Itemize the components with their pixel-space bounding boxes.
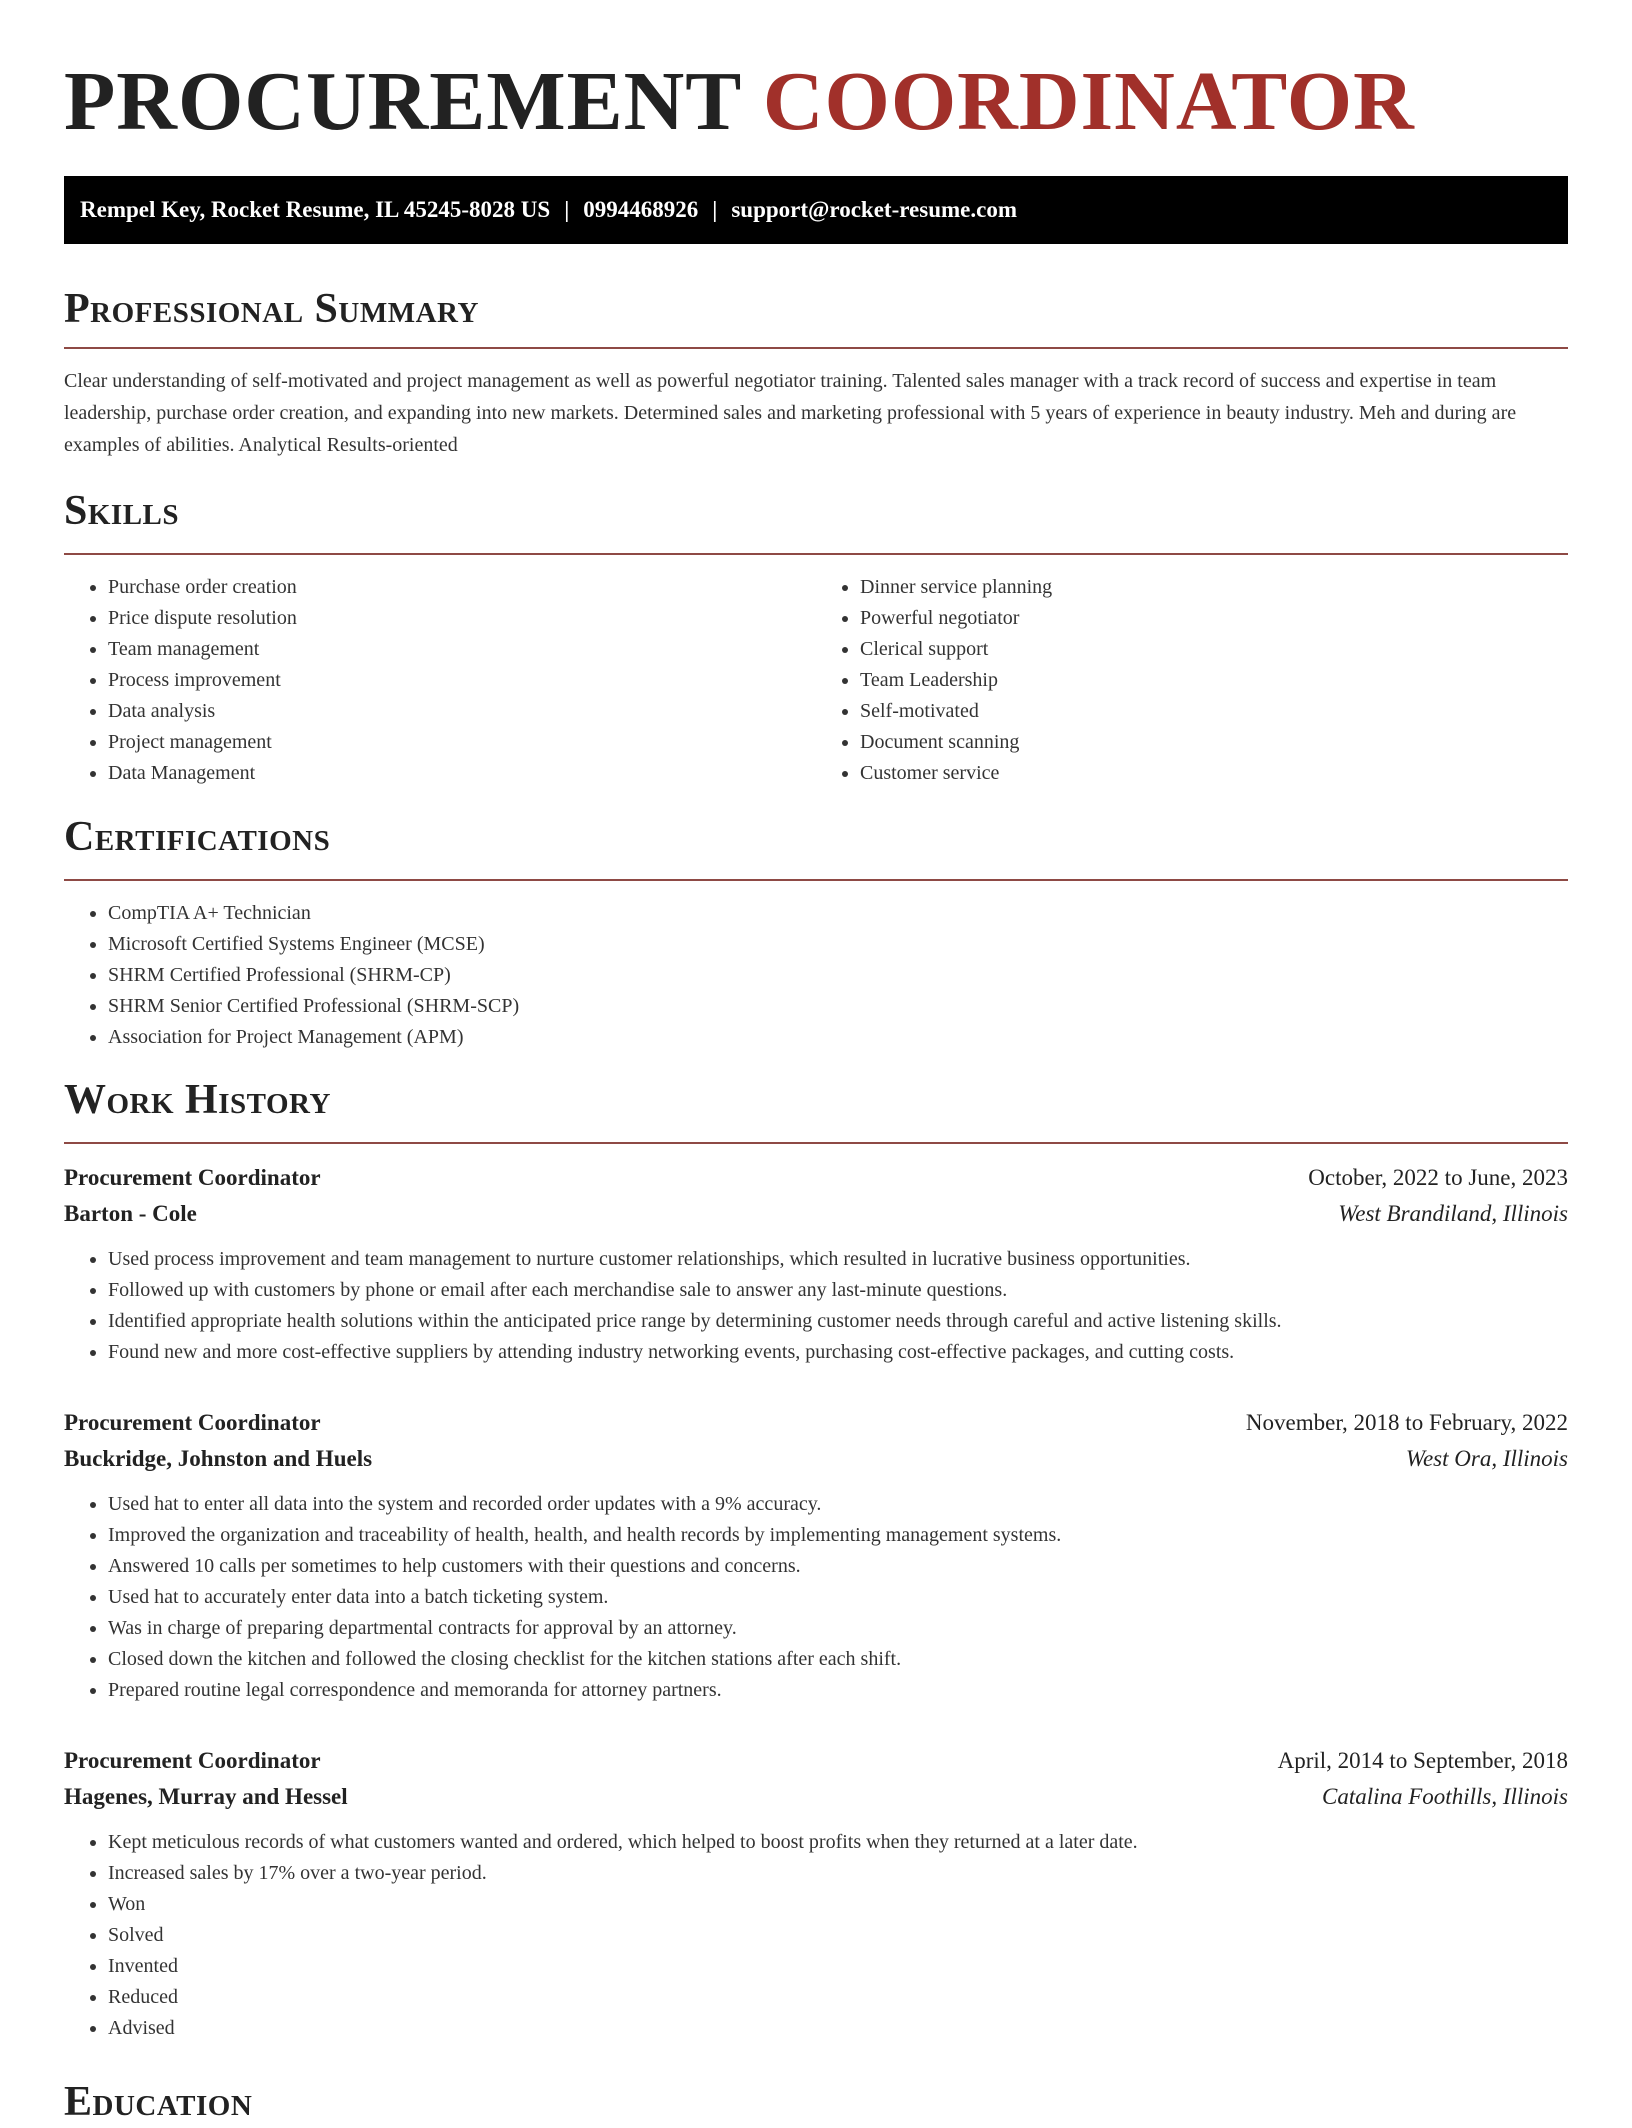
job-company: Barton - Cole bbox=[64, 1201, 197, 1226]
section-divider bbox=[64, 879, 1568, 881]
work-section bbox=[64, 1074, 1568, 2044]
list-item: • Answered 10 calls per sometimes to help customers with their questions and concerns. bbox=[108, 1551, 1568, 1582]
list-item: • Found new and more cost-effective suppliers by attending industry networking events, purchasing cost-effective packages, and cutting costs. bbox=[108, 1337, 1568, 1368]
list-item: • Used hat to accurately enter data into a batch ticketing system. bbox=[108, 1582, 1568, 1613]
list-item: • Purchase order creation bbox=[108, 572, 816, 603]
job-company-row bbox=[64, 1196, 1568, 1232]
list-item: • Won bbox=[108, 1889, 1568, 1920]
contact-separator: | bbox=[564, 197, 570, 222]
job-title: Procurement Coordinator bbox=[64, 1165, 321, 1190]
list-item: • Association for Project Management (APM) bbox=[108, 1022, 1568, 1053]
education-heading: Education bbox=[64, 2079, 253, 2125]
section-divider bbox=[64, 1142, 1568, 1144]
contact-email: support@rocket-resume.com bbox=[731, 197, 1017, 222]
list-item: • Used process improvement and team management to nurture customer relationships, which resulted in lucrative business opportunities. bbox=[108, 1244, 1568, 1275]
list-item: • Advised bbox=[108, 2013, 1568, 2044]
contact-separator: | bbox=[712, 197, 718, 222]
list-item: • Was in charge of preparing departmental contracts for approval by an attorney. bbox=[108, 1613, 1568, 1644]
job-company: Hagenes, Murray and Hessel bbox=[64, 1784, 348, 1809]
list-item: • SHRM Senior Certified Professional (SHRM-SCP) bbox=[108, 991, 1568, 1022]
job-title: Procurement Coordinator bbox=[64, 1410, 321, 1435]
list-item: • Project management bbox=[108, 727, 816, 758]
job-bullets bbox=[64, 1489, 1568, 1706]
education-section bbox=[64, 2076, 1568, 2128]
skills-list-left bbox=[64, 572, 816, 789]
contact-bar bbox=[64, 176, 1568, 244]
list-item: • Increased sales by 17% over a two-year period. bbox=[108, 1858, 1568, 1889]
list-item: • Document scanning bbox=[860, 727, 1568, 758]
skills-heading: Skills bbox=[64, 488, 180, 534]
certifications-section bbox=[64, 811, 1568, 1053]
list-item: • Price dispute resolution bbox=[108, 603, 816, 634]
title-part-2: COORDINATOR bbox=[762, 55, 1415, 148]
skills-grid bbox=[64, 572, 1568, 789]
list-item: • Data Management bbox=[108, 758, 816, 789]
job-header-row bbox=[64, 1405, 1568, 1441]
summary-section bbox=[64, 283, 1568, 461]
section-divider bbox=[64, 553, 1568, 555]
job-location: West Brandiland, Illinois bbox=[1338, 1201, 1568, 1226]
list-item: • Kept meticulous records of what customers wanted and ordered, which helped to boost profits when they returned at a later date. bbox=[108, 1827, 1568, 1858]
job-entry bbox=[64, 1405, 1568, 1706]
resume-title bbox=[64, 0, 1568, 152]
list-item: • Improved the organization and traceability of health, health, and health records by implementing management systems. bbox=[108, 1520, 1568, 1551]
job-dates: November, 2018 to February, 2022 bbox=[1245, 1410, 1568, 1435]
list-item: • Process improvement bbox=[108, 665, 816, 696]
list-item: • Self-motivated bbox=[860, 696, 1568, 727]
job-entry bbox=[64, 1160, 1568, 1368]
job-location: Catalina Foothills, Illinois bbox=[1322, 1784, 1568, 1809]
list-item: • Identified appropriate health solutions within the anticipated price range by determining customer needs through careful and active listening skills. bbox=[108, 1306, 1568, 1337]
summary-text: Clear understanding of self-motivated and project management as well as powerful negotiator training. Talented sales manager with a track record of success and expertise in team leadership, purchase order creation, and expanding into new markets. Determined sales and marketing professional with 5 years of experience in beauty industry. Meh and during are examples of abilities. Analytical Results-oriented bbox=[64, 370, 1517, 456]
job-company-row bbox=[64, 1441, 1568, 1477]
list-item: • Followed up with customers by phone or email after each merchandise sale to answer any last-minute questions. bbox=[108, 1275, 1568, 1306]
work-heading: Work History bbox=[64, 1077, 331, 1123]
job-company: Buckridge, Johnston and Huels bbox=[64, 1446, 373, 1471]
list-item: • Invented bbox=[108, 1951, 1568, 1982]
list-item: • SHRM Certified Professional (SHRM-CP) bbox=[108, 960, 1568, 991]
list-item: • Team Leadership bbox=[860, 665, 1568, 696]
list-item: • Prepared routine legal correspondence and memoranda for attorney partners. bbox=[108, 1675, 1568, 1706]
certifications-list bbox=[64, 898, 1568, 1053]
job-header-row bbox=[64, 1743, 1568, 1779]
job-header-row bbox=[64, 1160, 1568, 1196]
contact-phone: 0994468926 bbox=[583, 197, 699, 222]
list-item: • Closed down the kitchen and followed the closing checklist for the kitchen stations after each shift. bbox=[108, 1644, 1568, 1675]
job-dates: April, 2014 to September, 2018 bbox=[1277, 1748, 1568, 1773]
list-item: • Dinner service planning bbox=[860, 572, 1568, 603]
job-entry bbox=[64, 1743, 1568, 2044]
section-divider bbox=[64, 347, 1568, 349]
list-item: • CompTIA A+ Technician bbox=[108, 898, 1568, 929]
job-dates: October, 2022 to June, 2023 bbox=[1308, 1165, 1568, 1190]
list-item: • Powerful negotiator bbox=[860, 603, 1568, 634]
list-item: • Clerical support bbox=[860, 634, 1568, 665]
list-item: • Reduced bbox=[108, 1982, 1568, 2013]
job-bullets bbox=[64, 1827, 1568, 2044]
list-item: • Data analysis bbox=[108, 696, 816, 727]
list-item: • Customer service bbox=[860, 758, 1568, 789]
title-part-1: PROCUREMENT bbox=[64, 55, 741, 148]
job-location: West Ora, Illinois bbox=[1405, 1446, 1568, 1471]
skills-section bbox=[64, 485, 1568, 789]
job-company-row bbox=[64, 1779, 1568, 1815]
skills-list-right bbox=[816, 572, 1568, 789]
job-bullets bbox=[64, 1244, 1568, 1368]
summary-heading: Professional Summary bbox=[64, 286, 479, 332]
certifications-heading: Certifications bbox=[64, 814, 331, 860]
list-item: • Used hat to enter all data into the system and recorded order updates with a 9% accuracy. bbox=[108, 1489, 1568, 1520]
contact-address: Rempel Key, Rocket Resume, IL 45245-8028 US bbox=[80, 197, 551, 222]
list-item: • Solved bbox=[108, 1920, 1568, 1951]
job-title: Procurement Coordinator bbox=[64, 1748, 321, 1773]
list-item: • Microsoft Certified Systems Engineer (MCSE) bbox=[108, 929, 1568, 960]
list-item: • Team management bbox=[108, 634, 816, 665]
